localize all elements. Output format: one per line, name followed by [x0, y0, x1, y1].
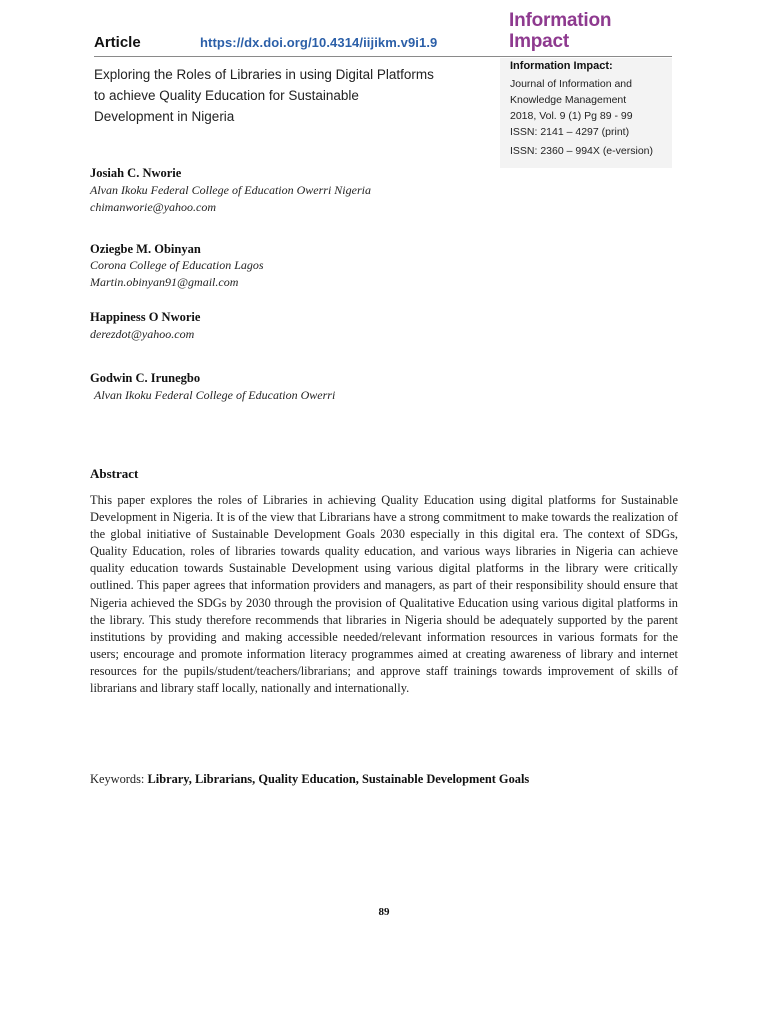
author-affiliation: Alvan Ikoku Federal College of Education Owerri Nigeria: [90, 183, 371, 197]
author-email[interactable]: derezdot@yahoo.com: [90, 327, 195, 341]
doi-link[interactable]: https://dx.doi.org/10.4314/iijikm.v9i1.9: [200, 35, 438, 50]
header-divider: [94, 56, 672, 57]
journal-info-line: Journal of Information and: [510, 78, 632, 90]
paper-title-line: Development in Nigeria: [94, 109, 235, 124]
journal-info-title: Information Impact:: [510, 60, 613, 72]
article-label: Article: [94, 34, 141, 51]
author-email[interactable]: Martin.obinyan91@gmail.com: [90, 275, 239, 289]
journal-issn-electronic: ISSN: 2360 – 994X (e-version): [510, 145, 653, 157]
journal-info-volume: 2018, Vol. 9 (1) Pg 89 - 99: [510, 110, 633, 122]
abstract-body: This paper explores the roles of Libraries in achieving Quality Education using digital platforms for Sustainable Development in Nigeria. It is of the view that Librarians have a strong commitment to make towards the realization of the global initiative of Sustainable Development Goals 2030 especially in this digital era. The context of SDGs, Quality Education, roles of libraries towards quality education, and various ways libraries in Nigeria can achieve quality education towards Sustainable Development using various digital platforms in the library were critically outlined. This paper agrees that information providers and managers, as part of their responsibility should ensure that Nigeria achieved the SDGs by 2030 through the provision of Qualitative Education using various digital platforms in the library. This study therefore recommends that libraries in Nigeria should be adequately supported by the parent institutions by providing and making accessible needed/relevant information resources in various formats for the users; encourage and promote information literacy programmes aimed at creating awareness of library and internet resources for the pupils/student/teachers/librarians; and approve staff trainings towards improvement of skills of librarians and library staff locally, nationally and internationally.: [90, 493, 678, 696]
author-affiliation: Alvan Ikoku Federal College of Education Owerri: [94, 388, 336, 402]
abstract-heading: Abstract: [90, 466, 139, 481]
journal-issn-print: ISSN: 2141 – 4297 (print): [510, 126, 630, 138]
author-name: Godwin C. Irunegbo: [90, 371, 201, 385]
paper-title-line: Exploring the Roles of Libraries in using Digital Platforms: [94, 67, 434, 82]
journal-info-line: Knowledge Management: [510, 94, 627, 106]
author-name: Happiness O Nworie: [90, 310, 201, 324]
keywords-value: Library, Librarians, Quality Education, Sustainable Development Goals: [147, 772, 530, 786]
paper-title: [94, 64, 494, 127]
page-number: 89: [378, 906, 390, 918]
author-name: Oziegbe M. Obinyan: [90, 242, 201, 256]
keywords-label: Keywords:: [90, 772, 145, 786]
author-name: Josiah C. Nworie: [90, 166, 182, 180]
brand-line-information: Information: [509, 10, 612, 31]
journal-brand-logo: [509, 10, 611, 52]
keywords: [90, 772, 678, 787]
author-email[interactable]: chimanworie@yahoo.com: [90, 200, 217, 214]
author-affiliation: Corona College of Education Lagos: [90, 258, 264, 272]
brand-line-impact: Impact: [509, 31, 570, 52]
paper-title-line: to achieve Quality Education for Sustainable: [94, 88, 359, 103]
